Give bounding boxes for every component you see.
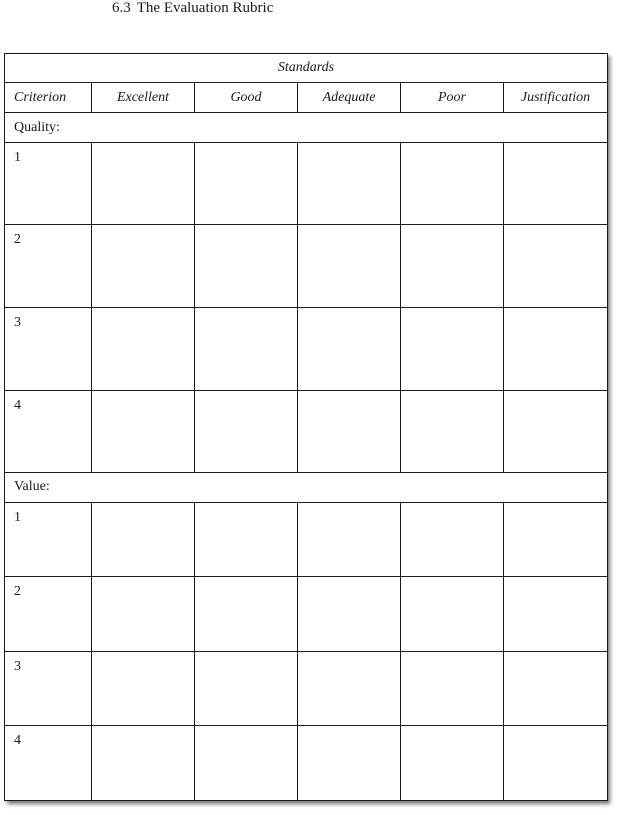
- table-row: [5, 390, 608, 473]
- standards-header-row: [5, 54, 608, 83]
- table-row: [5, 142, 608, 225]
- section-label-value: Value:: [5, 473, 608, 502]
- adequate-cell: [298, 308, 401, 391]
- table-row: [5, 225, 608, 308]
- good-cell: [195, 308, 298, 391]
- justification-cell: [504, 502, 608, 577]
- table-row: [5, 308, 608, 391]
- good-cell: [195, 502, 298, 577]
- excellent-cell: [92, 502, 195, 577]
- excellent-cell: [92, 308, 195, 391]
- justification-cell: [504, 390, 608, 473]
- good-cell: [195, 390, 298, 473]
- excellent-cell: [92, 142, 195, 225]
- criterion-number: 3: [5, 651, 92, 726]
- excellent-cell: [92, 390, 195, 473]
- excellent-cell: [92, 225, 195, 308]
- section-title: The Evaluation Rubric: [136, 0, 274, 16]
- column-header-good: Good: [195, 83, 298, 113]
- justification-cell: [504, 726, 608, 801]
- poor-cell: [401, 390, 504, 473]
- section-row-value: [5, 473, 608, 502]
- justification-cell: [504, 577, 608, 652]
- adequate-cell: [298, 577, 401, 652]
- poor-cell: [401, 502, 504, 577]
- excellent-cell: [92, 577, 195, 652]
- adequate-cell: [298, 502, 401, 577]
- table-row: [5, 502, 608, 577]
- good-cell: [195, 225, 298, 308]
- adequate-cell: [298, 225, 401, 308]
- adequate-cell: [298, 726, 401, 801]
- column-header-criterion: Criterion: [5, 83, 92, 113]
- criterion-number: 1: [5, 502, 92, 577]
- justification-cell: [504, 225, 608, 308]
- adequate-cell: [298, 390, 401, 473]
- column-header-row: [5, 83, 608, 113]
- column-header-adequate: Adequate: [298, 83, 401, 113]
- column-header-poor: Poor: [401, 83, 504, 113]
- table-row: [5, 726, 608, 801]
- standards-header: Standards: [5, 54, 608, 83]
- justification-cell: [504, 308, 608, 391]
- section-row-quality: [5, 113, 608, 142]
- good-cell: [195, 142, 298, 225]
- justification-cell: [504, 651, 608, 726]
- criterion-number: 3: [5, 308, 92, 391]
- section-number: 6.3: [112, 0, 131, 16]
- rubric-table-container: [4, 53, 607, 801]
- excellent-cell: [92, 651, 195, 726]
- poor-cell: [401, 651, 504, 726]
- column-header-excellent: Excellent: [92, 83, 195, 113]
- evaluation-rubric-table: [4, 53, 608, 801]
- criterion-number: 2: [5, 577, 92, 652]
- criterion-number: 2: [5, 225, 92, 308]
- column-header-justification: Justification: [504, 83, 608, 113]
- poor-cell: [401, 726, 504, 801]
- section-label-quality: Quality:: [5, 113, 608, 142]
- table-row: [5, 577, 608, 652]
- good-cell: [195, 651, 298, 726]
- page-heading: [112, 0, 273, 17]
- criterion-number: 4: [5, 390, 92, 473]
- criterion-number: 4: [5, 726, 92, 801]
- justification-cell: [504, 142, 608, 225]
- excellent-cell: [92, 726, 195, 801]
- poor-cell: [401, 577, 504, 652]
- poor-cell: [401, 142, 504, 225]
- poor-cell: [401, 225, 504, 308]
- poor-cell: [401, 308, 504, 391]
- good-cell: [195, 726, 298, 801]
- adequate-cell: [298, 142, 401, 225]
- criterion-number: 1: [5, 142, 92, 225]
- table-row: [5, 651, 608, 726]
- good-cell: [195, 577, 298, 652]
- adequate-cell: [298, 651, 401, 726]
